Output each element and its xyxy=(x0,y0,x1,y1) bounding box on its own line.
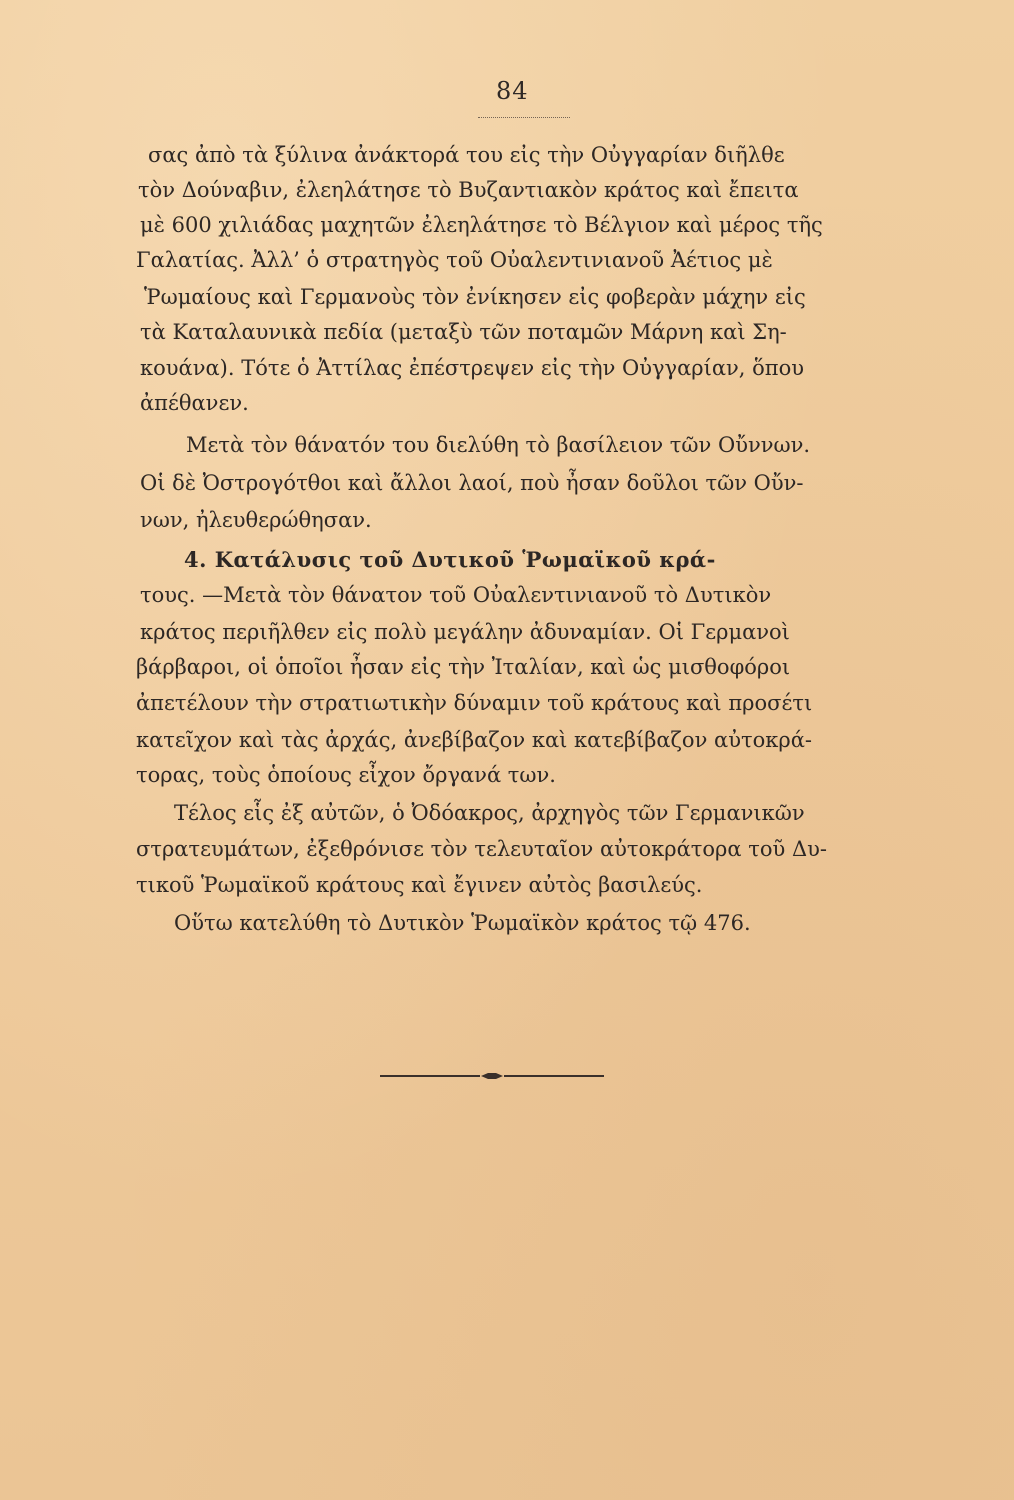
text-line-19: Τέλος εἷς ἐξ αὐτῶν, ὁ Ὀδόακρος, ἀρχηγὸς τῶν Γερμανικῶν xyxy=(174,801,805,825)
text-line-1: σας ἀπὸ τὰ ξύλινα ἀνάκτορά του εἰς τὴν Οὐγγαρίαν διῆλθε xyxy=(148,143,785,167)
ornament-center-icon xyxy=(480,1072,504,1080)
text-line-20: στρατευμάτων, ἐξεθρόνισε τὸν τελευταῖον αὐτοκράτορα τοῦ Δυ- xyxy=(136,837,827,861)
text-line-15: βάρβαροι, οἱ ὁποῖοι ἦσαν εἰς τὴν Ἰταλίαν, καὶ ὡς μισθοφόροι xyxy=(136,655,791,679)
text-line-14: κράτος περιῆλθεν εἰς πολὺ μεγάλην ἀδυναμίαν. Οἱ Γερμανοὶ xyxy=(140,620,790,644)
page-number-rule xyxy=(478,117,570,118)
text-line-2: τὸν Δούναβιν, ἐλεηλάτησε τὸ Βυζαντιακὸν κράτος καὶ ἔπειτα xyxy=(138,178,799,202)
text-line-4: Γαλατίας. Ἀλλ’ ὁ στρατηγὸς τοῦ Οὐαλεντινιανοῦ Ἀέτιος μὲ xyxy=(136,248,773,272)
text-line-5: Ῥωμαίους καὶ Γερμανοὺς τὸν ἐνίκησεν εἰς φοβερὰν μάχην εἰς xyxy=(144,285,806,309)
text-line-3: μὲ 600 χιλιάδας μαχητῶν ἐλεηλάτησε τὸ Βέλγιον καὶ μέρος τῆς xyxy=(140,213,823,237)
text-line-22: Οὕτω κατελύθη τὸ Δυτικὸν Ῥωμαϊκὸν κράτος τῷ 476. xyxy=(174,911,751,935)
page-number: 84 xyxy=(496,77,529,105)
section-end-ornament xyxy=(380,1066,640,1086)
text-line-10: Οἱ δὲ Ὀστρογότθοι καὶ ἄλλοι λαοί, ποὺ ἦσαν δοῦλοι τῶν Οὔν- xyxy=(140,471,804,495)
section-heading: 4. Κατάλυσις τοῦ Δυτικοῦ Ῥωμαϊκοῦ κρά- xyxy=(184,547,716,572)
text-line-9: Μετὰ τὸν θάνατόν του διελύθη τὸ βασίλειον τῶν Οὔννων. xyxy=(186,433,811,457)
text-line-13: τους. —Μετὰ τὸν θάνατον τοῦ Οὐαλεντινιανοῦ τὸ Δυτικὸν xyxy=(140,583,772,607)
text-line-11: νων, ἠλευθερώθησαν. xyxy=(140,508,372,532)
text-line-7: κουάνα). Τότε ὁ Ἀττίλας ἐπέστρεψεν εἰς τὴν Οὐγγαρίαν, ὅπου xyxy=(140,356,805,380)
ornament-right-rule xyxy=(504,1075,604,1077)
text-line-6: τὰ Καταλαυνικὰ πεδία (μεταξὺ τῶν ποταμῶν Μάρνη καὶ Ση- xyxy=(140,320,787,344)
text-line-17: κατεῖχον καὶ τὰς ἀρχάς, ἀνεβίβαζον καὶ κατεβίβαζον αὐτοκρά- xyxy=(136,728,812,752)
text-line-8: ἀπέθανεν. xyxy=(140,391,249,415)
text-line-16: ἀπετέλουν τὴν στρατιωτικὴν δύναμιν τοῦ κράτους καὶ προσέτι xyxy=(136,691,813,715)
text-line-21: τικοῦ Ῥωμαϊκοῦ κράτους καὶ ἔγινεν αὐτὸς βασιλεύς. xyxy=(136,873,703,897)
text-line-18: τορας, τοὺς ὁποίους εἶχον ὄργανά των. xyxy=(136,763,556,787)
ornament-left-rule xyxy=(380,1075,480,1077)
